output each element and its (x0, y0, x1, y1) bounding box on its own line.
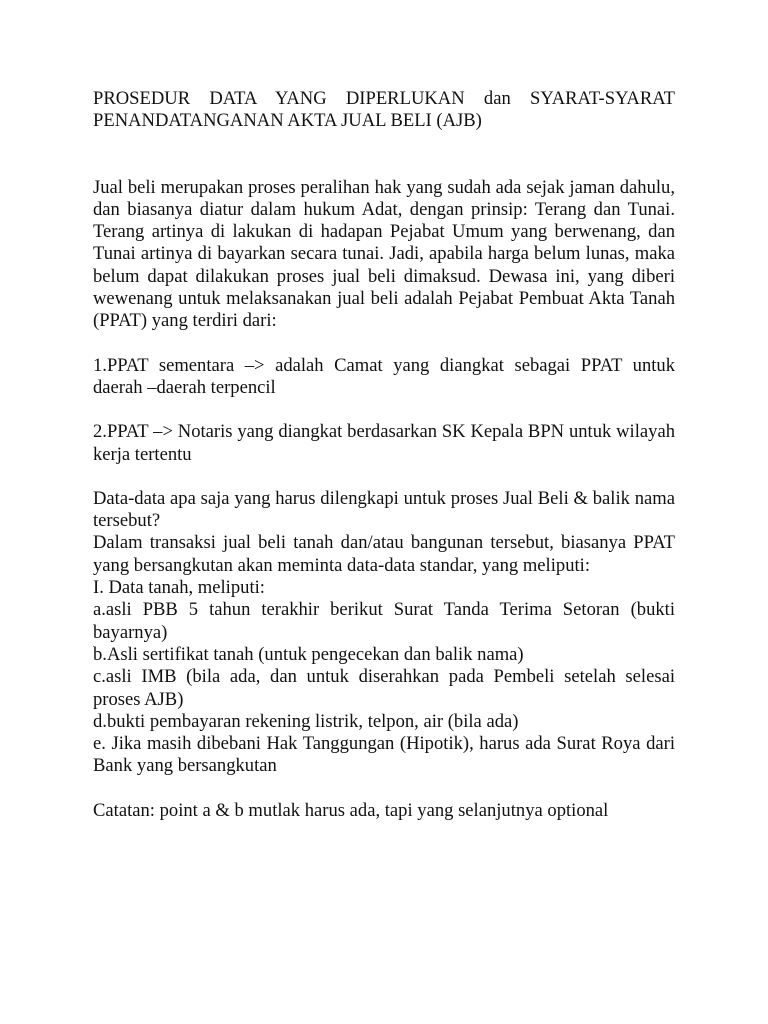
question-paragraph: Data-data apa saja yang harus dilengkapi untuk proses Jual Beli & balik nama tersebut? (93, 487, 675, 532)
title-line-1: PROSEDUR DATA YANG DIPERLUKAN dan SYARAT-SYARAT (93, 88, 675, 109)
spacer (93, 399, 675, 421)
document-title (93, 88, 675, 133)
list-item: b.Asli sertifikat tanah (untuk pengecekan dan balik nama) (93, 643, 524, 665)
list-item: c.asli IMB (bila ada, dan untuk diserahkan pada Pembeli setelah selesai proses AJB) (93, 666, 675, 710)
section-heading: I. Data tanah, meliputi: (93, 577, 265, 599)
spacer (93, 778, 675, 800)
title-line-2: PENANDATANGANAN AKTA JUAL BELI (AJB) (93, 110, 482, 132)
answer-paragraph: Dalam transaksi jual beli tanah dan/atau bangunan tersebut, biasanya PPAT yang bersangkutan akan meminta data-data standar, yang meliputi: (93, 532, 675, 576)
intro-paragraph: Jual beli merupakan proses peralihan hak yang sudah ada sejak jaman dahulu, dan biasanya diatur dalam hukum Adat, dengan prinsip: Terang dan Tunai. Terang artinya di lakukan di hadapan Pejabat Umum yang berwenang, dan Tunai artinya di bayarkan secara tunai. Jadi, apabila harga belum lunas, maka belum dapat dilakukan proses jual beli dimaksud. Dewasa ini, yang diberi wewenang untuk melaksanakan jual beli adalah Pejabat Pembuat Akta Tanah (PPAT) yang terdiri dari: (93, 176, 675, 332)
list-item: d.bukti pembayaran rekening listrik, telpon, air (bila ada) (93, 710, 519, 732)
ppat-item-1: 1.PPAT sementara –> adalah Camat yang diangkat sebagai PPAT untuk daerah –daerah terpencil (93, 354, 675, 398)
spacer (93, 466, 675, 488)
spacer (93, 133, 675, 177)
list-item: a.asli PBB 5 tahun terakhir berikut Surat Tanda Terima Setoran (bukti bayarnya) (93, 599, 675, 643)
ppat-item-2: 2.PPAT –> Notaris yang diangkat berdasarkan SK Kepala BPN untuk wilayah kerja tertentu (93, 421, 675, 465)
spacer (93, 333, 675, 355)
list-item: e. Jika masih dibebani Hak Tanggungan (Hipotik), harus ada Surat Roya dari Bank yang bersangkutan (93, 733, 675, 777)
note-paragraph: Catatan: point a & b mutlak harus ada, tapi yang selanjutnya optional (93, 799, 609, 821)
document-page (93, 88, 675, 822)
